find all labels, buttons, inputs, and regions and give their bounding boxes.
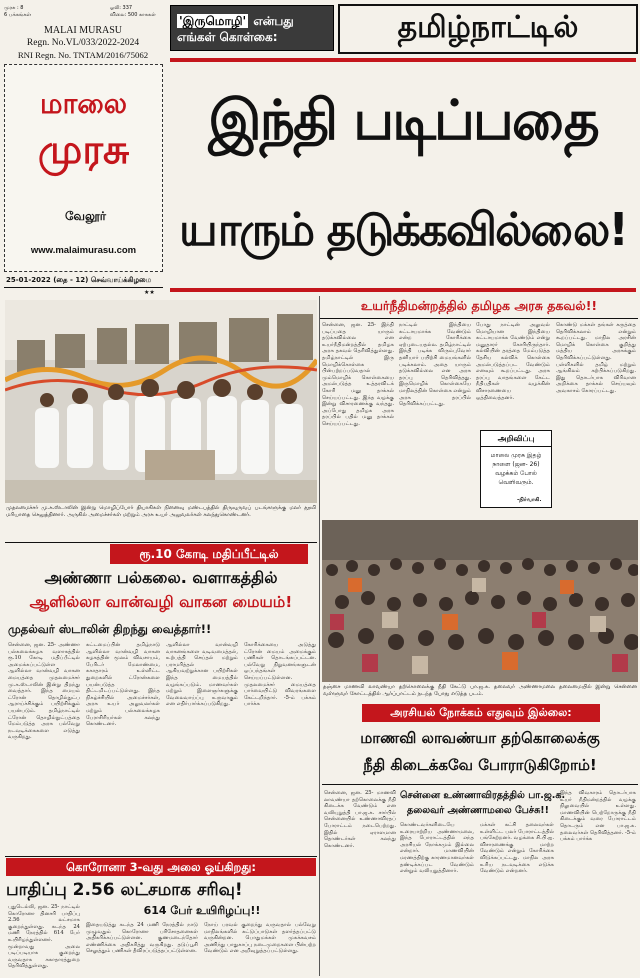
memorial-photo xyxy=(5,300,317,503)
station-bottom-rule xyxy=(5,856,317,857)
protest-kicker: அரசியல் நோக்கம் எதுவும் இல்லை: xyxy=(362,704,600,722)
slogan-line1 xyxy=(177,10,294,30)
corona-col-1: புதுடெல்லி, ஜன. 25- நாட்டில் கொரோனா தினசரி பாதிப்பு 2.56 லட்சமாக குறைந்துள்ளது. கடந்த 24 மணி நேரத்தில் 614 பேர் உயிரிழந்துள்ளனர். மூன்றாவது அலை படிப்படியாக குறைந்து வருவதாக சுகாதாரத்துறை தெரிவித்துள்ளது. xyxy=(8,904,80,970)
corona-col-2: இதையடுத்து கடந்த 24 மணி நேரத்தில் நாடு முழுவதும் கொரோனா பரிசோதனைகள் அதிகரிக்கப்பட்டுள்ளன. குணமடைந்தோர் எண்ணிக்கை அதிகரித்து வருகிறது. தடுப்பூசி செலுத்தும் பணிகள் தீவிரப்படுத்தப்பட்டுள்ளன. xyxy=(86,922,198,955)
memorial-photo-caption: முதலமைச்சர் மு.க.ஸ்டாலின் இன்று மொழிப்போர் தியாகிகள் நினைவு மண்டபத்தில் திருவுருவப் படங்களுக்கு மலர் தூவி மரியாதை செலுத்தினார். அருகில் அமைச்சர்கள் மற்றும் அரசு உயர் அலுவலர்கள் கலந்துகொண்டனர். xyxy=(6,505,316,518)
station-kicker: ரூ.10 கோடி மதிப்பீட்டில் xyxy=(110,544,308,564)
court-col-1: சென்னை, ஜன. 25- இந்தி படிப்பதை யாரும் தடுக்கவில்லை என உயர்நீதிமன்றத்தில் தமிழக அரசு தகவல் தெரிவித்துள்ளது. தமிழ்நாட்டில் இரு மொழிக்கொள்கை பின்பற்றப்படுவதால் மும்மொழிக் கொள்கையை அமல்படுத்த உத்தரவிடக் கோரி மனு தாக்கல் செய்யப்பட்டது. இந்த வழக்கு இன்று விசாரணைக்கு வந்தது. அப்போது தமிழக அரசு தரப்பில் பதில் மனு தாக்கல் செய்யப்பட்டது. xyxy=(322,322,394,427)
station-subtitle: முதல்வர் ஸ்டாலின் திறந்து வைத்தார்!! xyxy=(8,622,212,636)
slogan-line2: எங்கள் கொள்கை: xyxy=(177,30,278,44)
protest-title-rule xyxy=(322,784,638,785)
corona-kicker: கொரோனா 3-வது அலை ஓய்கிறது: xyxy=(6,858,316,876)
masthead-left xyxy=(0,0,166,300)
edition-stars: ★★ xyxy=(144,289,155,296)
notice-signed: -நிர்வாகி. xyxy=(517,497,542,503)
corona-col-3: நோய் பரவல் குறைந்து வருவதால் பல்வேறு மாநிலங்களில் கட்டுப்பாடுகள் தளர்த்தப்பட்டு வருகின்றன. பொதுமக்கள் முகக்கவசம் அணிந்து பாதுகாப்பு நடைமுறைகளை பின்பற்ற வேண்டும் என அறிவுறுத்தப்பட்டுள்ளது. xyxy=(204,922,316,955)
protest-col-3: மக்கள் கட்சி தலைவர்கள் உள்ளிட்ட பலர் போராட்டத்தில் பங்கேற்றனர். வழக்கை சி.பி.ஐ. விசாரணைக்கு மாற்ற வேண்டும் என்றும் கோரிக்கை விடுக்கப்பட்டது. மாநில அரசு உரிய நடவடிக்கை எடுக்க வேண்டும் என்றனர். xyxy=(480,822,554,875)
corona-subtitle: 614 பேர் உயிரிழப்பு!! xyxy=(143,904,261,917)
paper-name-english: MALAI MURASU xyxy=(43,25,123,36)
station-col-2: கட்டமைப்பின் தமிழ்நாடு ஆளில்லா வான்வழி வாகன கழகத்தின் மூலம் விவசாயம், பேரிடர் மேலாண்மை, சுகாதாரம் உள்ளிட்ட துறைகளில் ட்ரோன்களை பயன்படுத்த திட்டமிடப்பட்டுள்ளது. இந்த நிகழ்ச்சியில் அமைச்சர்கள், அரசு உயர் அலுவலர்கள் மற்றும் பல்கலைக்கழக பேராசிரியர்கள் கலந்து கொண்டனர். xyxy=(86,642,160,728)
protest-col-2: கொண்டவர்களிடையே உரையாற்றிய அண்ணாமலை, இந்த போராட்டத்தில் எந்த அரசியல் நோக்கமும் இல்லை என்றார். மாணவியின் மரணத்திற்கு காரணமானவர்கள் தண்டிக்கப்பட வேண்டும் என்றும் வலியுறுத்தினார். xyxy=(400,822,474,875)
court-story-title: உயர்நீதிமன்றத்தில் தமிழக அரசு தகவல்!! xyxy=(360,298,598,313)
headline-line2: யாரும் தடுக்கவில்லை! xyxy=(179,203,627,256)
protest-photo xyxy=(322,520,638,682)
protest-subtitle-2: தலைவர் அண்ணாமலை பேச்சு!! xyxy=(407,805,549,816)
protest-title-2: நீதி கிடைக்கவே போராடுகிறோம்! xyxy=(363,756,597,774)
station-col-3: ஆளில்லா வான்வழி வாகனங்களை வடிவமைத்தல், உற்பத்தி செய்தல் மற்றும் பராமரித்தல் ஆகியவற்றுக்கான பயிற்சிகள் இந்த மையத்தில் வழங்கப்படும். மாணவர்கள் மற்றும் இளைஞர்களுக்கு வேலைவாய்ப்பு உருவாகும் என எதிர்பார்க்கப்படுகிறது. xyxy=(166,642,238,708)
headline-kicker: தமிழ்நாட்டில் xyxy=(338,4,638,54)
issue-info: முரசு : 8 6 பக்கங்கள் xyxy=(4,5,31,18)
issue-date: 25-01-2022 (தை - 12) செவ்வாய்க்கிழமை xyxy=(6,276,152,284)
station-title-2: ஆளில்லா வான்வழி வாகன மையம்! xyxy=(29,593,293,611)
logo-word-murasu: முரசு xyxy=(37,127,130,173)
rni-number: RNI Regn. No. TNTAM/2016/75062 xyxy=(17,50,149,60)
protest-photo-image xyxy=(322,520,638,682)
notice-title: அறிவிப்பு xyxy=(481,434,551,447)
date-rule xyxy=(4,287,163,288)
corona-title: பாதிப்பு 2.56 லட்சமாக சரிவு! xyxy=(6,880,243,900)
slogan-quoted: 'இருமொழி' xyxy=(179,14,247,28)
station-col-4: கோரிக்கையை அடுத்து ட்ரோன் மையம் அமைக்கும் பணிகள் தொடங்கப்பட்டன. பல்வேறு நிறுவனங்களுடன் ஒப்பந்தங்கள் செய்யப்பட்டுள்ளன. முதலமைச்சர் மையத்தை பார்வையிட்டு விவரங்களை கேட்டறிந்தார். -5-ம் பக்கம் பார்க்க xyxy=(244,642,316,708)
protest-col-1: சென்னை, ஜன. 25- மாணவி லாவண்யா தற்கொலைக்கு நீதி கிடைக்க வேண்டும் என வலியுறுத்தி பா.ஜ.க. சார்பில் சென்னையில் உண்ணாவிரதப் போராட்டம் நடைபெற்றது. இதில் ஏராளமான தொண்டர்கள் கலந்து கொண்டனர். xyxy=(324,790,396,849)
court-title-rule xyxy=(320,318,638,319)
notice-body: மாலை முரசு இதழ் நாளை (ஜன- 26) வழக்கம் போல் வெளிவரும். xyxy=(490,452,542,486)
protest-subtitle-1: சென்னை உண்ணாவிரதத்தில் பா.ஜ.க. xyxy=(400,790,566,801)
notice-box xyxy=(480,430,552,508)
court-col-3: போது நாட்டின் அலுவல் மொழியான இந்தியை கட்டாயமாக்க வேண்டும் என்று மனுதாரர் கோரியிருந்தார். கல்வியின் தரத்தை மேம்படுத்த தேசிய கல்விக் கொள்கை அமல்படுத்தப்பட வேண்டும் எனவும் கூறப்பட்டது. அரசு தரப்பு வாதங்களை கேட்ட நீதிபதிகள் வழக்கின் விசாரணையை ஒத்திவைத்தனர். xyxy=(476,322,550,401)
price-info: ஓலி: 337 விலை: 500 காசுகள் xyxy=(110,5,156,18)
column-rule-main xyxy=(319,296,320,976)
protest-photo-caption: தஞ்சை மாணவி லாவண்யா தற்கொலைக்கு நீதி கேட்டு பா.ஜ.க. தலைவர் அண்ணாமலை தலைமையில் இன்று சென்னை வள்ளுவர் கோட்டத்தில் ஆர்ப்பாட்டம் நடந்த போது எடுத்த படம். xyxy=(323,684,637,697)
court-col-4: கொண்டு மக்கள் தங்கள் கருத்தை தெரிவிக்கலாம் என்றும் கூறப்பட்டது. மாநில அரசின் மொழிக் கொள்கை குறித்து மத்திய அரசுக்கும் தெரிவிக்கப்பட்டுள்ளது. பள்ளிகளில் தமிழ் மற்றும் ஆங்கிலம் கற்பிக்கப்படுகிறது. இது தொடர்பாக விரிவான அறிக்கை தாக்கல் செய்யவும் அவகாசம் கோரப்பட்டது. xyxy=(556,322,636,394)
protest-title-1: மாணவி லாவண்யா தற்கொலைக்கு xyxy=(360,729,600,747)
caption-rule xyxy=(5,542,317,543)
slogan-box xyxy=(170,5,334,51)
registration-number: Regn. No.VL/033/2022-2024 xyxy=(26,38,140,48)
edition-name: வேலூர் xyxy=(65,209,106,223)
headline-bottom-rule xyxy=(170,288,636,292)
court-col-2: நாட்டில் இந்தியை கட்டாயமாக்க வேண்டும் என்ற கோரிக்கை ஏற்புடையதல்ல. தமிழ்நாட்டில் இந்தி படிக்க விரும்புவோர் தனியார் பயிற்சி மையங்களில் படிக்கலாம். அதை யாரும் தடுக்கவில்லை என அரசு தரப்பு தெரிவித்தது. இருமொழிக் கொள்கையே மாநிலத்தின் கொள்கை என்றும் அரசு தரப்பில் தெரிவிக்கப்பட்டது. xyxy=(399,322,471,408)
station-col-1: சென்னை, ஜன. 25- அண்ணா பல்கலைக்கழக வளாகத்தில் ரூ.10 கோடி மதிப்பீட்டில் அமைக்கப்பட்டுள்ள ஆளில்லா வான்வழி வாகன மையத்தை முதலமைச்சர் மு.க.ஸ்டாலின் இன்று திறந்து வைத்தார். இந்த மையம் ட்ரோன் தொழில்நுட்ப ஆராய்ச்சிக்கும் பயிற்சிக்கும் பயன்படும். தமிழ்நாட்டில் ட்ரோன் தொழில்நுட்பத்தை மேம்படுத்த அரசு பல்வேறு நடவடிக்கைகளை எடுத்து வருகிறது. xyxy=(8,642,80,741)
slogan-rest: என்பது xyxy=(253,14,294,28)
station-title-1: அண்ணா பல்கலை. வளாகத்தில் xyxy=(44,568,278,587)
headline-line1: இந்தி படிப்பதை xyxy=(208,88,598,152)
protest-col-4: இந்த விவகாரம் தொடர்பாக உயர் நீதிமன்றத்தில் வழக்கு நிலுவையில் உள்ளது. மாணவியின் பெற்றோருக்கு நீதி கிடைக்கும் வரை போராட்டம் தொடரும் என பா.ஜ.க. தலைவர்கள் தெரிவித்தனர். -5-ம் பக்கம் பார்க்க xyxy=(560,790,636,843)
website[interactable]: www.malaimurasu.com xyxy=(30,245,137,256)
logo-word-malai: மாலை xyxy=(40,87,127,120)
headline-top-rule xyxy=(170,58,636,62)
memorial-photo-image xyxy=(5,300,317,503)
logo xyxy=(4,64,163,272)
